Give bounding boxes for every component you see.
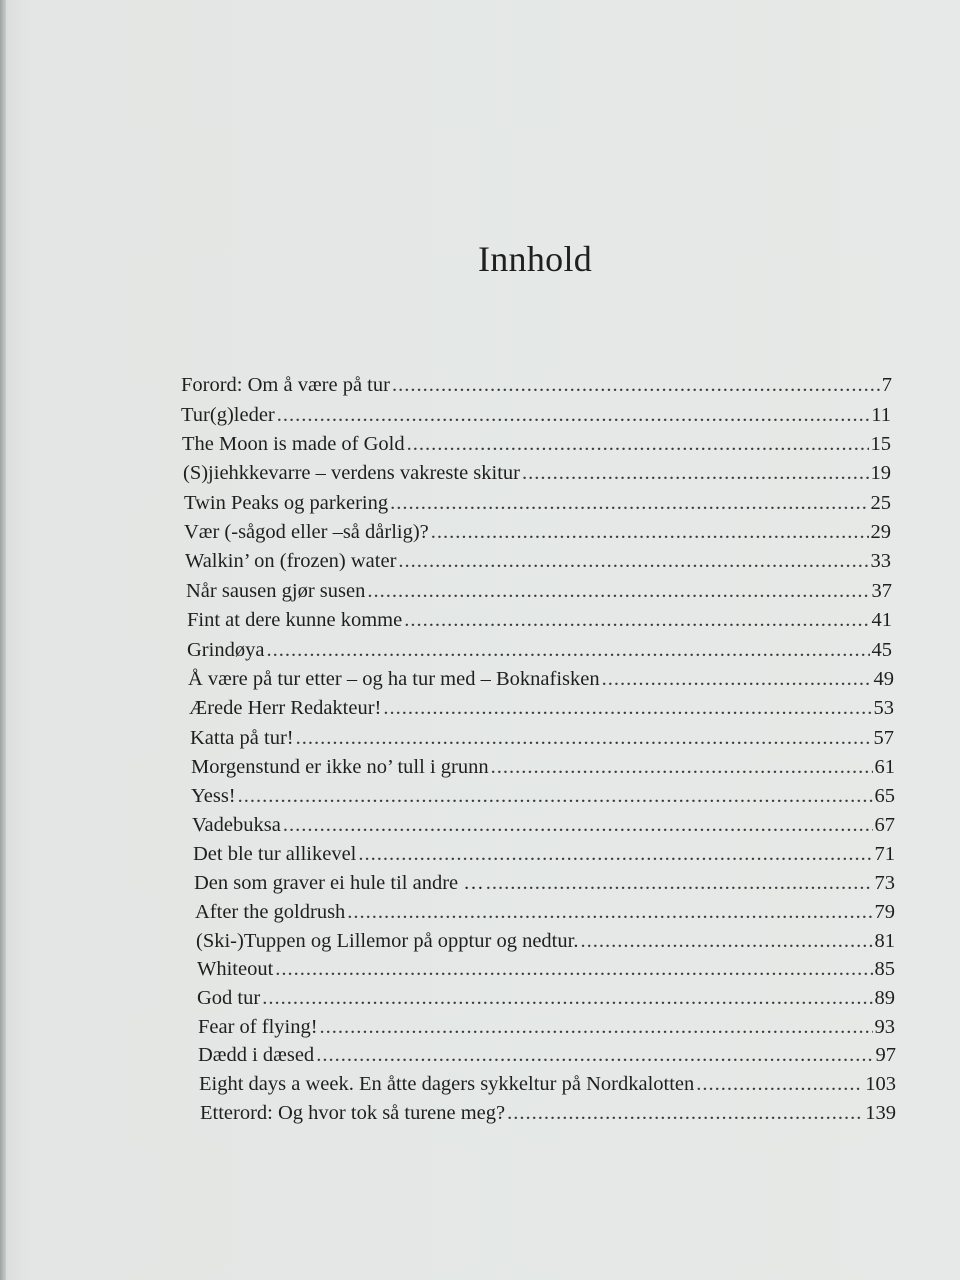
toc-entry-title: After the goldrush bbox=[195, 901, 346, 923]
toc-entry bbox=[187, 609, 892, 635]
toc-dot-leader bbox=[390, 492, 868, 515]
toc-entry-page: 37 bbox=[871, 580, 892, 602]
toc-entry bbox=[187, 639, 892, 665]
toc-entry-page: 19 bbox=[870, 462, 891, 484]
toc-entry-title: Å være på tur etter – og ha tur med – Boknafisken bbox=[188, 668, 600, 690]
toc-dot-leader bbox=[277, 404, 869, 427]
toc-entry-title: Eight days a week. En åtte dagers sykkeltur på Nordkalotten bbox=[199, 1073, 695, 1095]
toc-entry bbox=[190, 727, 894, 753]
toc-entry bbox=[194, 872, 895, 898]
toc-entry-page: 103 bbox=[865, 1073, 896, 1095]
toc-entry-page: 57 bbox=[873, 727, 894, 749]
toc-entry bbox=[191, 756, 895, 782]
toc-entry-title: Katta på tur! bbox=[190, 727, 294, 749]
toc-dot-leader bbox=[392, 374, 880, 397]
toc-entry-page: 25 bbox=[870, 492, 891, 514]
toc-entry-page: 79 bbox=[874, 901, 895, 923]
toc-entry-title: Forord: Om å være på tur bbox=[181, 374, 390, 396]
toc-entry-title: Vær (-sågod eller –så dårlig)? bbox=[184, 521, 429, 543]
toc-dot-leader bbox=[602, 668, 872, 691]
toc-entry-page: 11 bbox=[871, 404, 891, 426]
toc-entry-title: Når sausen gjør susen bbox=[186, 580, 366, 602]
toc-entry-title: Grindøya bbox=[187, 639, 265, 661]
toc-entry-title: Dædd i dæsed bbox=[198, 1044, 315, 1066]
toc-entry bbox=[197, 958, 895, 984]
toc-entry-page: 33 bbox=[870, 550, 891, 572]
toc-entry-title: Fear of flying! bbox=[198, 1016, 318, 1038]
toc-entry-page: 41 bbox=[871, 609, 892, 631]
toc-dot-leader bbox=[296, 727, 872, 750]
toc-entry bbox=[186, 580, 892, 606]
toc-entry bbox=[197, 987, 895, 1013]
toc-dot-leader bbox=[347, 901, 872, 924]
toc-dot-leader bbox=[696, 1073, 863, 1096]
toc-entry-page: 61 bbox=[874, 756, 895, 778]
toc-entry bbox=[185, 550, 891, 576]
toc-dot-leader bbox=[316, 1044, 873, 1067]
toc-entry bbox=[181, 404, 891, 430]
toc-entry-page: 89 bbox=[874, 987, 895, 1009]
toc-entry-page: 65 bbox=[874, 785, 895, 807]
toc-dot-leader bbox=[407, 433, 869, 456]
toc-entry-page: 85 bbox=[874, 958, 895, 980]
toc-entry bbox=[195, 901, 895, 927]
toc-entry-title: Vadebuksa bbox=[192, 814, 281, 836]
toc-dot-leader bbox=[580, 930, 872, 953]
toc-entry-page: 53 bbox=[873, 697, 894, 719]
page-title: Innhold bbox=[477, 239, 593, 279]
toc-entry-title: Ærede Herr Redakteur! bbox=[189, 697, 382, 719]
toc-dot-leader bbox=[522, 462, 869, 485]
toc-entry bbox=[183, 462, 891, 488]
toc-entry-title: Den som graver ei hule til andre … bbox=[194, 872, 484, 894]
toc-entry-title: Tur(g)leder bbox=[181, 404, 275, 426]
toc-entry-title: Twin Peaks og parkering bbox=[184, 492, 389, 514]
toc-dot-leader bbox=[404, 609, 869, 632]
toc-entry-page: 7 bbox=[881, 374, 892, 396]
toc-entry-title: Morgenstund er ikke no’ tull i grunn bbox=[191, 756, 489, 778]
toc-entry-page: 49 bbox=[873, 668, 894, 690]
toc-entry-page: 93 bbox=[874, 1016, 895, 1038]
toc-entry bbox=[184, 492, 891, 518]
toc-dot-leader bbox=[431, 521, 869, 544]
toc-entry bbox=[191, 785, 895, 811]
toc-entry-title: (S)jiehkkevarre – verdens vakreste skitur bbox=[183, 462, 520, 484]
toc-dot-leader bbox=[507, 1102, 863, 1125]
toc-entry-title: God tur bbox=[197, 987, 261, 1009]
toc-entry bbox=[198, 1016, 895, 1042]
toc-entry-title: Det ble tur allikevel bbox=[193, 843, 357, 865]
toc-entry-page: 97 bbox=[875, 1044, 896, 1066]
toc-dot-leader bbox=[320, 1016, 873, 1039]
toc-dot-leader bbox=[238, 785, 873, 808]
toc-entry-page: 81 bbox=[874, 930, 895, 952]
toc-entry-title: (Ski-)Tuppen og Lillemor på opptur og nedtur. bbox=[196, 930, 579, 952]
toc-entry-title: Walkin’ on (frozen) water bbox=[185, 550, 397, 572]
toc-dot-leader bbox=[275, 958, 872, 981]
toc-entry bbox=[184, 521, 891, 547]
toc-entry-page: 71 bbox=[874, 843, 895, 865]
toc-dot-leader bbox=[283, 814, 873, 837]
toc-entry bbox=[199, 1073, 896, 1099]
toc-entry bbox=[182, 433, 891, 459]
toc-entry-page: 45 bbox=[871, 639, 892, 661]
toc-dot-leader bbox=[491, 756, 873, 779]
toc-entry-page: 67 bbox=[874, 814, 895, 836]
toc-dot-leader bbox=[398, 550, 868, 573]
toc-entry bbox=[181, 374, 892, 400]
toc-entry bbox=[189, 697, 894, 723]
toc-entry-page: 15 bbox=[870, 433, 891, 455]
toc-entry-title: Etterord: Og hvor tok så turene meg? bbox=[200, 1102, 506, 1124]
toc-entry-title: Fint at dere kunne komme bbox=[187, 609, 403, 631]
toc-dot-leader bbox=[266, 639, 869, 662]
toc-dot-leader bbox=[383, 697, 871, 720]
toc-entry-title: Yess! bbox=[191, 785, 236, 807]
toc-entry-title: The Moon is made of Gold bbox=[182, 433, 405, 455]
toc-entry bbox=[193, 843, 895, 869]
toc-dot-leader bbox=[262, 987, 872, 1010]
toc-dot-leader bbox=[358, 843, 872, 866]
toc-entry-title: Whiteout bbox=[197, 958, 274, 980]
toc-entry-page: 29 bbox=[870, 521, 891, 543]
toc-entry bbox=[200, 1102, 896, 1128]
toc-entry-page: 139 bbox=[865, 1102, 896, 1124]
toc-entry bbox=[196, 930, 895, 956]
toc-dot-leader bbox=[486, 872, 873, 895]
toc-entry bbox=[198, 1044, 896, 1070]
toc-entry bbox=[188, 668, 894, 694]
toc-entry-page: 73 bbox=[874, 872, 895, 894]
toc-entry bbox=[192, 814, 895, 840]
toc-dot-leader bbox=[367, 580, 869, 603]
